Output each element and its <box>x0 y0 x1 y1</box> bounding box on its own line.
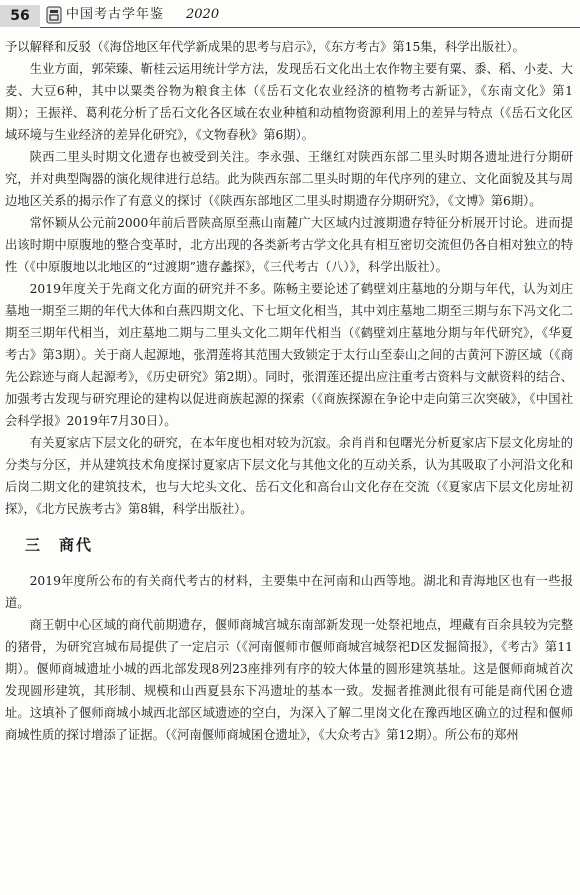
seal-logo-icon <box>46 6 62 24</box>
page-number: 56 <box>0 5 40 27</box>
journal-title: 中国考古学年鉴 <box>66 7 165 22</box>
paragraph: 2019年度所公布的有关商代考古的材料，主要集中在河南和山西等地。湖北和青海地区也有一些报道。 <box>5 574 573 610</box>
header-rule <box>40 27 580 28</box>
paragraph: 有关夏家店下层文化的研究，在本年度也相对较为沉寂。余肖肖和包曙光分析夏家店下层文化房址的分类与分区，并从建筑技术角度探讨夏家店下层文化与其他文化的互动关系，认为其吸取了小河沿文化和后岗二期文化的建筑技术，也与大坨头文化、岳石文化和高台山文化存在交流（《夏家店下层文化房址初探》，《北方民族考古》第8辑，科学出版社）。 <box>5 436 573 516</box>
journal-year: 2020 <box>186 7 220 22</box>
paragraph: 予以解释和反驳（《海岱地区年代学新成果的思考与启示》，《东方考古》第15集，科学出版社）。 <box>5 40 525 54</box>
section-heading: 三 商代 <box>25 536 94 554</box>
paragraph: 生业方面，郭荣臻、靳桂云运用统计学方法，发现岳石文化出土农作物主要有粟、黍、稻、小麦、大麦、大豆6种，其中以粟类谷物为粮食主体（《岳石文化农业经济的植物考古新证》，《东南文化》第1期）；王振祥、葛利花分析了岳石文化各区域在农业种植和动植物资源利用上的差异与特点（《岳石文化区域环境与生业经济的差异化研究》，《文物春秋》第6期）。 <box>5 62 573 142</box>
paragraph: 常怀颖从公元前2000年前后晋陕高原至燕山南麓广大区域内过渡期遗存特征分析展开讨论。进而提出该时期中原腹地的整合变革时，北方出现的各类新考古学文化具有相互密切交流但仍各自相对独立的特性（《中原腹地以北地区的“过渡期”遗存蠡探》，《三代考古（八）》，科学出版社）。 <box>5 216 573 274</box>
paragraph: 陕西二里头时期文化遗存也被受到关注。李永强、王继红对陕西东部二里头时期各遗址进行分期研究，并对典型陶器的演化规律进行总结。此为陕西东部二里头时期的年代序列的建立、文化面貌及其与周边地区关系的揭示作了有意义的探讨（《陕西东部地区二里头时期遗存分期研究》，《文博》第6期）。 <box>5 150 573 208</box>
paragraph: 2019年度关于先商文化方面的研究并不多。陈畅主要论述了鹤壁刘庄墓地的分期与年代，认为刘庄墓地一期至三期的年代大体和白燕四期文化、下七垣文化相当，其中刘庄墓地二期至三期与东下冯文化二期至三期年代相当，刘庄墓地二期与二里头文化二期年代相当（《鹤壁刘庄墓地分期与年代研究》，《华夏考古》第3期）。关于商人起源地，张渭莲将其范围大致锁定于太行山至泰山之间的古黄河下游区域（《商先公踪迹与商人起源考》，《历史研究》第2期）。同时，张渭莲还提出应注重考古资料与文献资料的结合、加强考古发现与研究理论的建构以促进商族起源的探索（《商族探源在争论中走向第三次突破》，《中国社会科学报》2019年7月30日）。 <box>5 282 573 428</box>
article-body <box>5 36 573 746</box>
paragraph: 商王朝中心区域的商代前期遗存，偃师商城宫城东南部新发现一处祭祀地点，埋藏有百余具较为完整的猪骨，为研究宫城布局提供了一定启示（《河南偃师市偃师商城宫城祭祀D区发掘简报》，《考古》第11期）。偃师商城遗址小城的西北部发现8列23座排列有序的较大体量的圆形建筑基址。这是偃师商城首次发现圆形建筑，其形制、规模和山西夏县东下冯遗址的基本一致。发掘者推测此很有可能是商代囷仓遗址。这填补了偃师商城小城西北部区域遗迹的空白，为深入了解二里岗文化在豫西地区确立的过程和偃师商城性质的探讨增添了证据。（《河南偃师商城囷仓遗址》，《大众考古》第12期）。所公布的郑州 <box>5 618 573 742</box>
page-header <box>0 0 580 30</box>
